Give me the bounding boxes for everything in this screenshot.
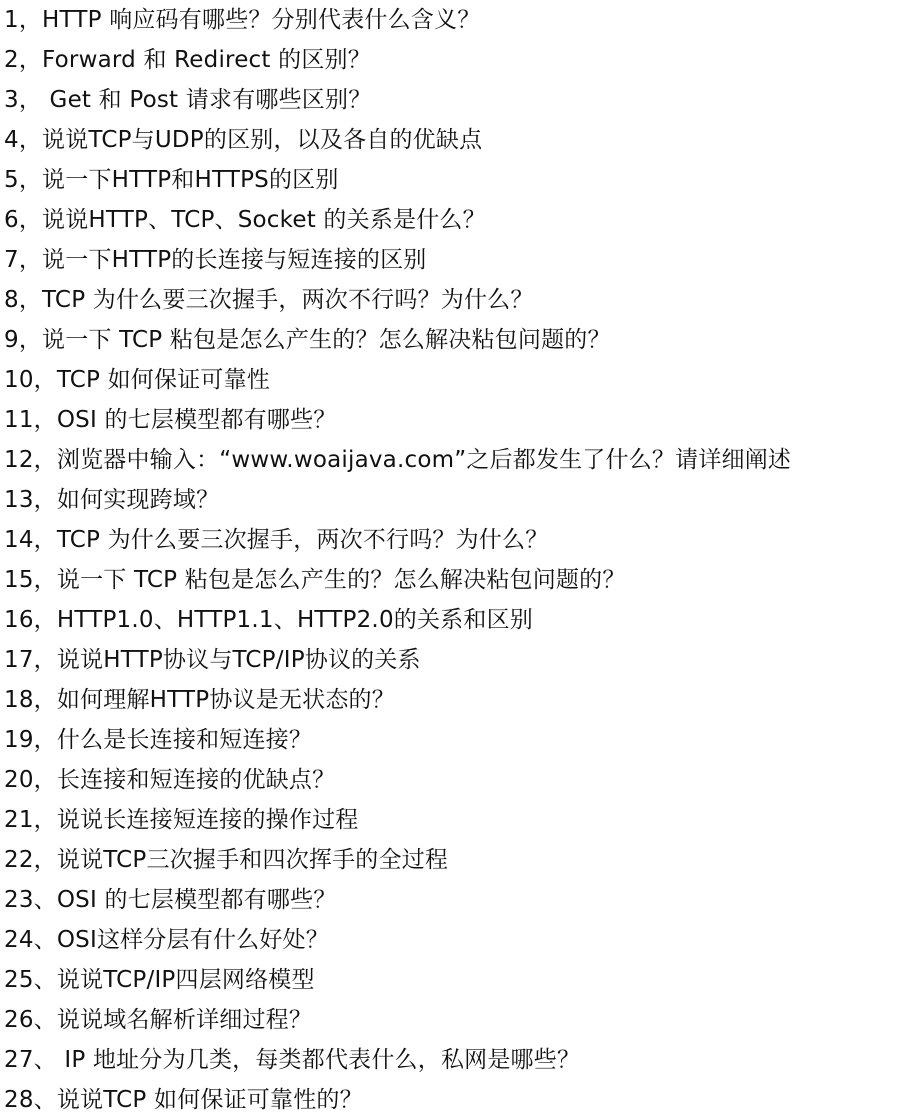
question-item: 21，说说长连接短连接的操作过程 <box>4 807 359 833</box>
question-item: 2，Forward 和 Redirect 的区别？ <box>4 47 371 73</box>
question-item: 12，浏览器中输入：“www.woaijava.com”之后都发生了什么？请详细阐述 <box>4 447 792 473</box>
question-item: 16，HTTP1.0、HTTP1.1、HTTP2.0的关系和区别 <box>4 607 533 633</box>
question-list <box>4 0 920 1120</box>
question-item: 9，说一下 TCP 粘包是怎么产生的？怎么解决粘包问题的？ <box>4 327 611 353</box>
question-item: 19，什么是长连接和短连接？ <box>4 727 313 753</box>
question-item: 13，如何实现跨域？ <box>4 487 220 513</box>
question-item: 7，说一下HTTP的长连接与短连接的区别 <box>4 247 427 273</box>
question-item: 22，说说TCP三次握手和四次挥手的全过程 <box>4 847 449 873</box>
question-item: 23、OSI 的七层模型都有哪些？ <box>4 887 337 913</box>
question-item: 8，TCP 为什么要三次握手，两次不行吗？为什么？ <box>4 287 534 313</box>
question-item: 14，TCP 为什么要三次握手，两次不行吗？为什么？ <box>4 527 549 553</box>
question-item: 5，说一下HTTP和HTTPS的区别 <box>4 167 339 193</box>
question-item: 3， Get 和 Post 请求有哪些区别？ <box>4 87 372 113</box>
question-item: 15，说一下 TCP 粘包是怎么产生的？怎么解决粘包问题的？ <box>4 567 626 593</box>
question-item: 24、OSI这样分层有什么好处？ <box>4 927 329 953</box>
question-item: 17，说说HTTP协议与TCP/IP协议的关系 <box>4 647 421 673</box>
question-item: 1，HTTP 响应码有哪些？分别代表什么含义？ <box>4 7 481 33</box>
question-item: 4，说说TCP与UDP的区别，以及各自的优缺点 <box>4 127 483 153</box>
question-item: 26、说说域名解析详细过程？ <box>4 1007 313 1033</box>
question-item: 11，OSI 的七层模型都有哪些？ <box>4 407 337 433</box>
question-item: 25、说说TCP/IP四层网络模型 <box>4 967 315 993</box>
question-item: 10，TCP 如何保证可靠性 <box>4 367 271 393</box>
question-item: 28、说说TCP 如何保证可靠性的？ <box>4 1087 363 1113</box>
question-item: 20，长连接和短连接的优缺点？ <box>4 767 336 793</box>
question-item: 6，说说HTTP、TCP、Socket 的关系是什么？ <box>4 207 486 233</box>
question-item: 27、 IP 地址分为几类，每类都代表什么，私网是哪些？ <box>4 1047 581 1073</box>
question-item: 18，如何理解HTTP协议是无状态的？ <box>4 687 395 713</box>
